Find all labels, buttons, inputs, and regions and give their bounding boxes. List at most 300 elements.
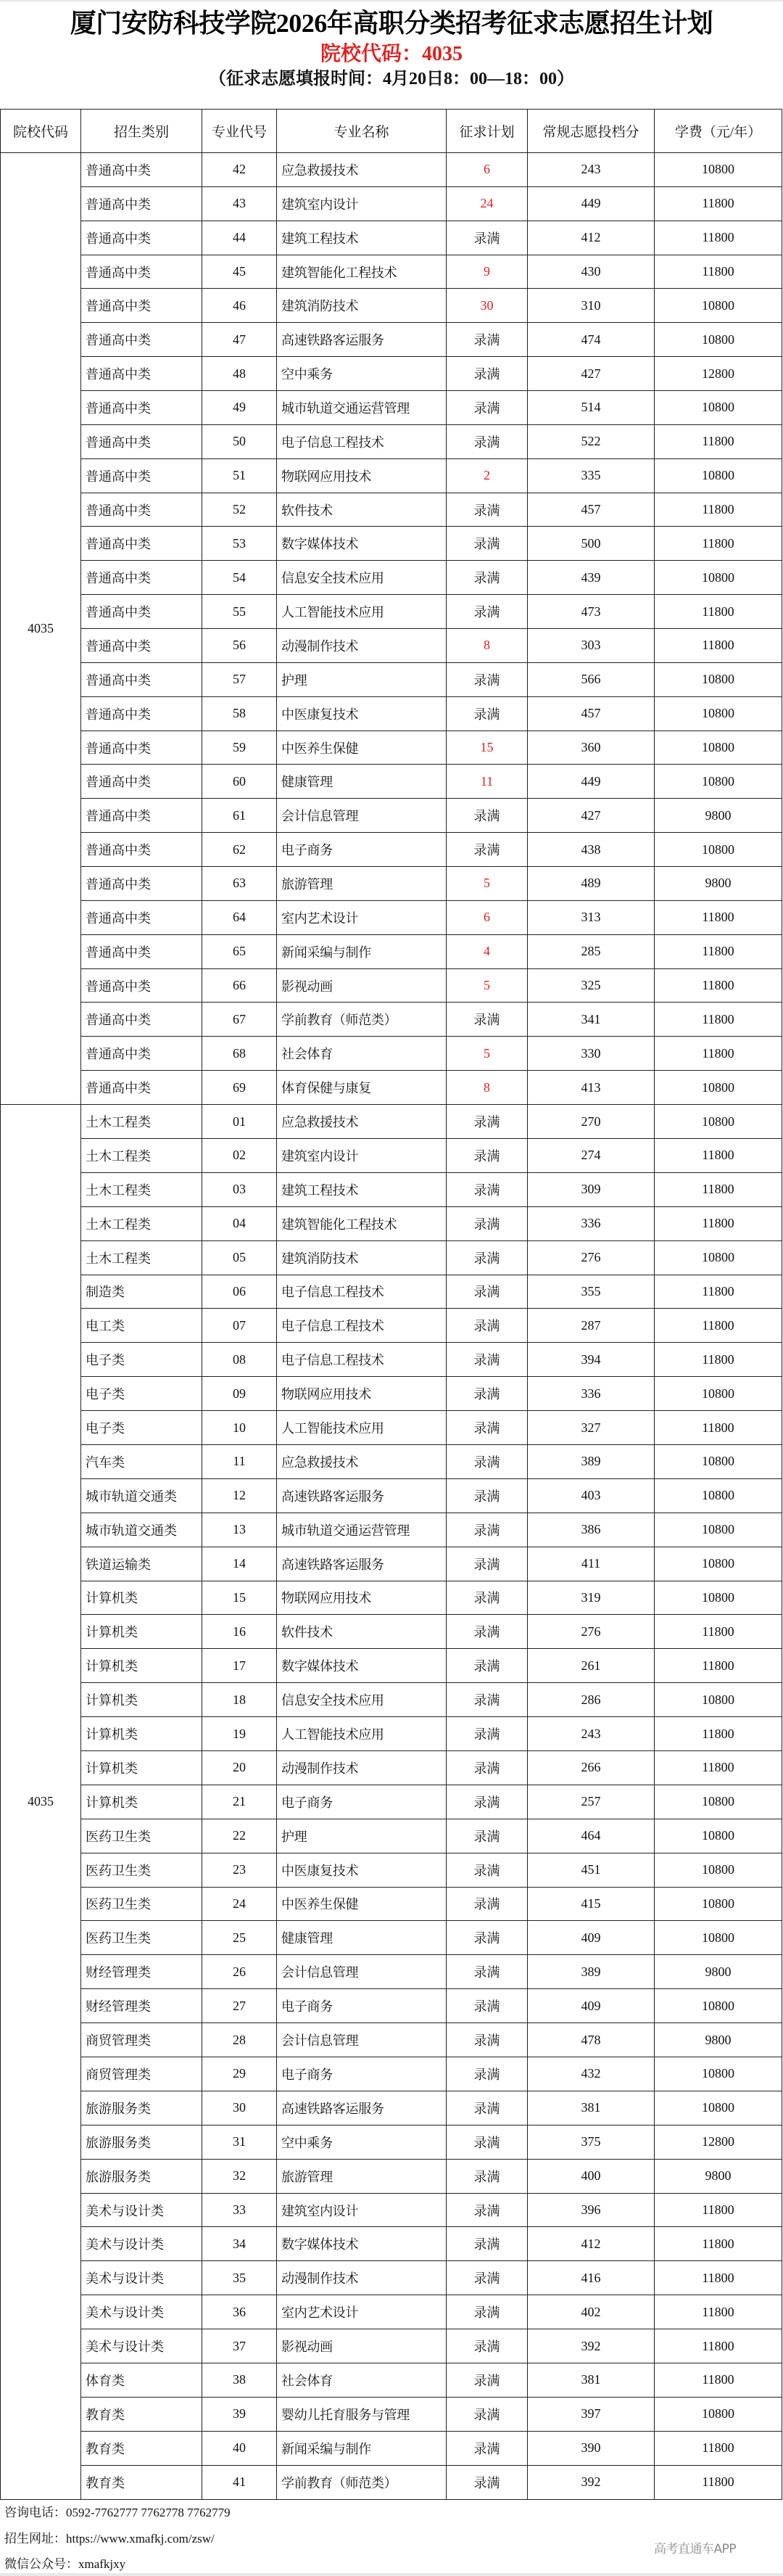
- table-row: [1, 731, 782, 765]
- table-row: [1, 696, 782, 731]
- plan-cell: 录满: [447, 1785, 528, 1819]
- major-code-cell: 46: [202, 289, 277, 323]
- table-row: [1, 2295, 782, 2329]
- table-row: [1, 221, 782, 255]
- major-name-cell: 建筑工程技术: [277, 221, 447, 255]
- major-name-cell: 城市轨道交通运营管理: [277, 391, 447, 425]
- category-cell: 普通高中类: [81, 968, 202, 1003]
- category-cell: 普通高中类: [81, 662, 202, 696]
- table-row: [1, 2465, 782, 2499]
- category-cell: 医药卫生类: [81, 1887, 202, 1921]
- category-cell: 普通高中类: [81, 629, 202, 663]
- table-row: [1, 1750, 782, 1785]
- major-name-cell: 新闻采编与制作: [277, 2431, 447, 2465]
- table-row: [1, 1105, 782, 1139]
- fee-cell: 10800: [655, 1105, 782, 1139]
- table-row: [1, 1172, 782, 1206]
- fee-cell: 11800: [655, 2261, 782, 2295]
- major-code-cell: 06: [202, 1275, 277, 1309]
- fee-cell: 11800: [655, 1275, 782, 1309]
- table-row: [1, 1513, 782, 1547]
- major-code-cell: 21: [202, 1785, 277, 1819]
- category-cell: 美术与设计类: [81, 2329, 202, 2363]
- plan-cell: 录满: [447, 424, 528, 458]
- table-row: [1, 1411, 782, 1445]
- major-name-cell: 建筑智能化工程技术: [277, 255, 447, 289]
- category-cell: 土木工程类: [81, 1172, 202, 1206]
- fee-cell: 9800: [655, 2023, 782, 2057]
- score-cell: 336: [528, 1206, 655, 1240]
- table-row: [1, 1921, 782, 1955]
- plan-cell: 8: [447, 1071, 528, 1105]
- fee-cell: 10800: [655, 1513, 782, 1547]
- fee-cell: 11800: [655, 1206, 782, 1240]
- column-header-plan: 征求计划: [447, 110, 528, 153]
- plan-cell: 2: [447, 458, 528, 493]
- table-row: [1, 2363, 782, 2398]
- category-cell: 美术与设计类: [81, 2193, 202, 2227]
- fee-cell: 12800: [655, 2125, 782, 2159]
- fee-cell: 10800: [655, 1240, 782, 1275]
- table-row: [1, 1138, 782, 1172]
- category-cell: 制造类: [81, 1275, 202, 1309]
- plan-cell: 录满: [447, 2091, 528, 2125]
- major-code-cell: 25: [202, 1921, 277, 1955]
- score-cell: 386: [528, 1513, 655, 1547]
- major-name-cell: 建筑室内设计: [277, 1138, 447, 1172]
- plan-cell: 录满: [447, 493, 528, 527]
- plan-cell: 录满: [447, 357, 528, 391]
- major-name-cell: 学前教育（师范类）: [277, 2465, 447, 2499]
- major-name-cell: 会计信息管理: [277, 799, 447, 833]
- category-cell: 铁道运输类: [81, 1547, 202, 1581]
- watermark-logo-text: 高考直通车APP: [654, 2542, 737, 2556]
- major-code-cell: 28: [202, 2023, 277, 2057]
- fee-cell: 12800: [655, 357, 782, 391]
- plan-cell: 录满: [447, 799, 528, 833]
- table-row: [1, 1581, 782, 1615]
- score-cell: 287: [528, 1309, 655, 1343]
- filing-time-note: （征求志愿填报时间：4月20日8：00—18：00）: [209, 70, 574, 89]
- plan-cell: 6: [447, 153, 528, 187]
- fee-cell: 11800: [655, 1343, 782, 1377]
- table-row: [1, 1615, 782, 1649]
- major-name-cell: 软件技术: [277, 493, 447, 527]
- fee-cell: 11800: [655, 2295, 782, 2329]
- major-code-cell: 53: [202, 527, 277, 561]
- plan-cell: 5: [447, 968, 528, 1003]
- plan-cell: 9: [447, 255, 528, 289]
- category-cell: 普通高中类: [81, 255, 202, 289]
- major-code-cell: 34: [202, 2227, 277, 2261]
- fee-cell: 11800: [655, 1172, 782, 1206]
- score-cell: 261: [528, 1649, 655, 1683]
- category-cell: 普通高中类: [81, 595, 202, 629]
- major-code-cell: 23: [202, 1853, 277, 1887]
- category-cell: 计算机类: [81, 1581, 202, 1615]
- fee-cell: 10800: [655, 458, 782, 493]
- score-cell: 439: [528, 561, 655, 595]
- fee-cell: 10800: [655, 153, 782, 187]
- table-row: [1, 662, 782, 696]
- plan-cell: 6: [447, 900, 528, 934]
- major-code-cell: 58: [202, 696, 277, 731]
- major-name-cell: 物联网应用技术: [277, 1581, 447, 1615]
- score-cell: 522: [528, 424, 655, 458]
- table-row: [1, 458, 782, 493]
- major-name-cell: 数字媒体技术: [277, 1649, 447, 1683]
- fee-cell: 10800: [655, 2091, 782, 2125]
- major-name-cell: 健康管理: [277, 765, 447, 799]
- major-code-cell: 24: [202, 1887, 277, 1921]
- score-cell: 355: [528, 1275, 655, 1309]
- category-cell: 美术与设计类: [81, 2227, 202, 2261]
- plan-cell: 录满: [447, 1683, 528, 1717]
- category-cell: 普通高中类: [81, 765, 202, 799]
- category-cell: 普通高中类: [81, 1003, 202, 1037]
- major-name-cell: 电子商务: [277, 1989, 447, 2023]
- fee-cell: 10800: [655, 696, 782, 731]
- table-row: [1, 186, 782, 221]
- footer-wechat: 微信公众号：xmafkjxy: [4, 2557, 126, 2571]
- fee-cell: 9800: [655, 867, 782, 901]
- major-code-cell: 26: [202, 1955, 277, 1989]
- category-cell: 普通高中类: [81, 186, 202, 221]
- plan-cell: 录满: [447, 595, 528, 629]
- fee-cell: 11800: [655, 934, 782, 968]
- school-code-cell: 4035: [1, 1105, 81, 2500]
- score-cell: 457: [528, 493, 655, 527]
- score-cell: 464: [528, 1819, 655, 1853]
- category-cell: 普通高中类: [81, 934, 202, 968]
- fee-cell: 11800: [655, 2465, 782, 2499]
- major-code-cell: 04: [202, 1206, 277, 1240]
- table-row: [1, 595, 782, 629]
- table-row: [1, 2227, 782, 2261]
- major-code-cell: 31: [202, 2125, 277, 2159]
- fee-cell: 10800: [655, 1819, 782, 1853]
- fee-cell: 10800: [655, 391, 782, 425]
- major-code-cell: 51: [202, 458, 277, 493]
- major-name-cell: 护理: [277, 1819, 447, 1853]
- table-row: [1, 1717, 782, 1751]
- table-row: [1, 2125, 782, 2159]
- plan-cell: 录满: [447, 1547, 528, 1581]
- plan-cell: 录满: [447, 2193, 528, 2227]
- major-name-cell: 高速铁路客运服务: [277, 1547, 447, 1581]
- major-code-cell: 47: [202, 323, 277, 357]
- plan-cell: 录满: [447, 1955, 528, 1989]
- major-name-cell: 物联网应用技术: [277, 1377, 447, 1411]
- major-code-cell: 37: [202, 2329, 277, 2363]
- table-row: [1, 2329, 782, 2363]
- table-row: [1, 255, 782, 289]
- plan-cell: 录满: [447, 1989, 528, 2023]
- category-cell: 普通高中类: [81, 424, 202, 458]
- score-cell: 394: [528, 1343, 655, 1377]
- major-code-cell: 50: [202, 424, 277, 458]
- plan-cell: 录满: [447, 2363, 528, 2398]
- score-cell: 409: [528, 1989, 655, 2023]
- category-cell: 电子类: [81, 1411, 202, 1445]
- plan-cell: 录满: [447, 2227, 528, 2261]
- major-code-cell: 18: [202, 1683, 277, 1717]
- score-cell: 286: [528, 1683, 655, 1717]
- plan-cell: 录满: [447, 1478, 528, 1513]
- table-row: [1, 424, 782, 458]
- category-cell: 财经管理类: [81, 1955, 202, 1989]
- major-code-cell: 13: [202, 1513, 277, 1547]
- major-name-cell: 建筑消防技术: [277, 1240, 447, 1275]
- category-cell: 商贸管理类: [81, 2057, 202, 2091]
- score-cell: 409: [528, 1921, 655, 1955]
- major-name-cell: 电子信息工程技术: [277, 424, 447, 458]
- table-row: [1, 1819, 782, 1853]
- fee-cell: 11800: [655, 595, 782, 629]
- major-name-cell: 学前教育（师范类）: [277, 1003, 447, 1037]
- fee-cell: 11800: [655, 2363, 782, 2398]
- major-name-cell: 会计信息管理: [277, 1955, 447, 1989]
- fee-cell: 10800: [655, 1444, 782, 1478]
- plan-cell: 录满: [447, 1138, 528, 1172]
- table-row: [1, 1377, 782, 1411]
- category-cell: 美术与设计类: [81, 2295, 202, 2329]
- major-name-cell: 信息安全技术应用: [277, 561, 447, 595]
- plan-cell: 录满: [447, 1343, 528, 1377]
- score-cell: 402: [528, 2295, 655, 2329]
- major-code-cell: 32: [202, 2159, 277, 2193]
- score-cell: 274: [528, 1138, 655, 1172]
- fee-cell: 11800: [655, 1717, 782, 1751]
- score-cell: 397: [528, 2397, 655, 2431]
- plan-cell: 录满: [447, 2261, 528, 2295]
- major-code-cell: 35: [202, 2261, 277, 2295]
- footer-phone: 咨询电话：0592-7762777 7762778 7762779: [4, 2506, 231, 2519]
- category-cell: 财经管理类: [81, 1989, 202, 2023]
- fee-cell: 10800: [655, 1547, 782, 1581]
- major-name-cell: 室内艺术设计: [277, 2295, 447, 2329]
- category-cell: 土木工程类: [81, 1206, 202, 1240]
- score-cell: 390: [528, 2431, 655, 2465]
- top-frame-border: [0, 0, 783, 1]
- score-cell: 430: [528, 255, 655, 289]
- major-code-cell: 52: [202, 493, 277, 527]
- major-code-cell: 67: [202, 1003, 277, 1037]
- major-name-cell: 电子商务: [277, 2057, 447, 2091]
- fee-cell: 11800: [655, 2193, 782, 2227]
- score-cell: 276: [528, 1615, 655, 1649]
- fee-cell: 11800: [655, 1138, 782, 1172]
- major-code-cell: 29: [202, 2057, 277, 2091]
- major-code-cell: 64: [202, 900, 277, 934]
- major-code-cell: 45: [202, 255, 277, 289]
- major-code-cell: 68: [202, 1037, 277, 1071]
- plan-cell: 录满: [447, 1003, 528, 1037]
- plan-cell: 录满: [447, 2295, 528, 2329]
- fee-cell: 11800: [655, 1411, 782, 1445]
- major-name-cell: 旅游管理: [277, 867, 447, 901]
- table-row: [1, 2193, 782, 2227]
- table-row: [1, 934, 782, 968]
- major-code-cell: 08: [202, 1343, 277, 1377]
- plan-cell: 录满: [447, 1411, 528, 1445]
- fee-cell: 11800: [655, 900, 782, 934]
- table-row: [1, 1547, 782, 1581]
- score-cell: 415: [528, 1887, 655, 1921]
- table-row: [1, 833, 782, 867]
- major-name-cell: 建筑室内设计: [277, 2193, 447, 2227]
- score-cell: 335: [528, 458, 655, 493]
- major-name-cell: 数字媒体技术: [277, 2227, 447, 2261]
- score-cell: 500: [528, 527, 655, 561]
- score-cell: 285: [528, 934, 655, 968]
- plan-cell: 录满: [447, 561, 528, 595]
- category-cell: 城市轨道交通类: [81, 1478, 202, 1513]
- category-cell: 普通高中类: [81, 900, 202, 934]
- plan-cell: 录满: [447, 1581, 528, 1615]
- major-name-cell: 会计信息管理: [277, 2023, 447, 2057]
- table-row: [1, 561, 782, 595]
- score-cell: 416: [528, 2261, 655, 2295]
- major-name-cell: 旅游管理: [277, 2159, 447, 2193]
- score-cell: 566: [528, 662, 655, 696]
- table-row: [1, 1003, 782, 1037]
- major-name-cell: 电子信息工程技术: [277, 1275, 447, 1309]
- major-code-cell: 05: [202, 1240, 277, 1275]
- category-cell: 教育类: [81, 2431, 202, 2465]
- fee-cell: 10800: [655, 1785, 782, 1819]
- category-cell: 计算机类: [81, 1750, 202, 1785]
- major-code-cell: 07: [202, 1309, 277, 1343]
- table-row: [1, 799, 782, 833]
- plan-cell: 录满: [447, 323, 528, 357]
- major-code-cell: 44: [202, 221, 277, 255]
- major-code-cell: 27: [202, 1989, 277, 2023]
- score-cell: 427: [528, 357, 655, 391]
- score-cell: 310: [528, 289, 655, 323]
- fee-cell: 10800: [655, 323, 782, 357]
- fee-cell: 10800: [655, 765, 782, 799]
- major-name-cell: 高速铁路客运服务: [277, 1478, 447, 1513]
- fee-cell: 11800: [655, 424, 782, 458]
- major-name-cell: 婴幼儿托育服务与管理: [277, 2397, 447, 2431]
- category-cell: 普通高中类: [81, 1071, 202, 1105]
- major-name-cell: 应急救援技术: [277, 1105, 447, 1139]
- table-row: [1, 289, 782, 323]
- major-name-cell: 中医康复技术: [277, 696, 447, 731]
- table-row: [1, 1853, 782, 1887]
- major-code-cell: 33: [202, 2193, 277, 2227]
- table-row: [1, 391, 782, 425]
- fee-cell: 10800: [655, 1377, 782, 1411]
- category-cell: 美术与设计类: [81, 2261, 202, 2295]
- category-cell: 电工类: [81, 1309, 202, 1343]
- score-cell: 303: [528, 629, 655, 663]
- table-row: [1, 629, 782, 663]
- table-row: [1, 1206, 782, 1240]
- score-cell: 243: [528, 1717, 655, 1751]
- table-row: [1, 1649, 782, 1683]
- major-code-cell: 49: [202, 391, 277, 425]
- fee-cell: 10800: [655, 1921, 782, 1955]
- score-cell: 396: [528, 2193, 655, 2227]
- score-cell: 411: [528, 1547, 655, 1581]
- fee-cell: 9800: [655, 2159, 782, 2193]
- category-cell: 计算机类: [81, 1785, 202, 1819]
- major-name-cell: 物联网应用技术: [277, 458, 447, 493]
- major-name-cell: 室内艺术设计: [277, 900, 447, 934]
- table-row: [1, 2159, 782, 2193]
- major-name-cell: 空中乘务: [277, 2125, 447, 2159]
- plan-cell: 录满: [447, 2329, 528, 2363]
- column-header-category: 招生类别: [81, 110, 202, 153]
- plan-cell: 录满: [447, 2125, 528, 2159]
- category-cell: 普通高中类: [81, 391, 202, 425]
- major-code-cell: 17: [202, 1649, 277, 1683]
- major-name-cell: 建筑工程技术: [277, 1172, 447, 1206]
- score-cell: 457: [528, 696, 655, 731]
- plan-cell: 11: [447, 765, 528, 799]
- fee-cell: 11800: [655, 1037, 782, 1071]
- plan-cell: 录满: [447, 1275, 528, 1309]
- major-name-cell: 人工智能技术应用: [277, 595, 447, 629]
- major-name-cell: 应急救援技术: [277, 153, 447, 187]
- major-name-cell: 健康管理: [277, 1921, 447, 1955]
- category-cell: 土木工程类: [81, 1240, 202, 1275]
- table-row: [1, 900, 782, 934]
- plan-cell: 录满: [447, 2397, 528, 2431]
- table-row: [1, 2431, 782, 2465]
- plan-cell: 录满: [447, 1921, 528, 1955]
- major-code-cell: 11: [202, 1444, 277, 1478]
- plan-cell: 录满: [447, 391, 528, 425]
- score-cell: 257: [528, 1785, 655, 1819]
- plan-cell: 24: [447, 186, 528, 221]
- category-cell: 计算机类: [81, 1717, 202, 1751]
- plan-cell: 4: [447, 934, 528, 968]
- plan-cell: 录满: [447, 1750, 528, 1785]
- major-name-cell: 社会体育: [277, 1037, 447, 1071]
- category-cell: 体育类: [81, 2363, 202, 2398]
- major-code-cell: 41: [202, 2465, 277, 2499]
- score-cell: 412: [528, 2227, 655, 2261]
- plan-cell: 录满: [447, 1309, 528, 1343]
- table-row: [1, 968, 782, 1003]
- major-code-cell: 54: [202, 561, 277, 595]
- category-cell: 普通高中类: [81, 289, 202, 323]
- category-cell: 普通高中类: [81, 561, 202, 595]
- score-cell: 330: [528, 1037, 655, 1071]
- column-header-score: 常规志愿投档分: [528, 110, 655, 153]
- column-header-fee: 学费（元/年）: [655, 110, 782, 153]
- major-name-cell: 人工智能技术应用: [277, 1717, 447, 1751]
- score-cell: 389: [528, 1955, 655, 1989]
- major-code-cell: 56: [202, 629, 277, 663]
- score-cell: 478: [528, 2023, 655, 2057]
- score-cell: 389: [528, 1444, 655, 1478]
- fee-cell: 11800: [655, 527, 782, 561]
- category-cell: 旅游服务类: [81, 2091, 202, 2125]
- plan-cell: 录满: [447, 1206, 528, 1240]
- score-cell: 392: [528, 2329, 655, 2363]
- major-name-cell: 城市轨道交通运营管理: [277, 1513, 447, 1547]
- fee-cell: 10800: [655, 1683, 782, 1717]
- fee-cell: 11800: [655, 1309, 782, 1343]
- category-cell: 土木工程类: [81, 1138, 202, 1172]
- table-row: [1, 2397, 782, 2431]
- plan-cell: 录满: [447, 662, 528, 696]
- bottom-frame-border: [0, 2573, 783, 2576]
